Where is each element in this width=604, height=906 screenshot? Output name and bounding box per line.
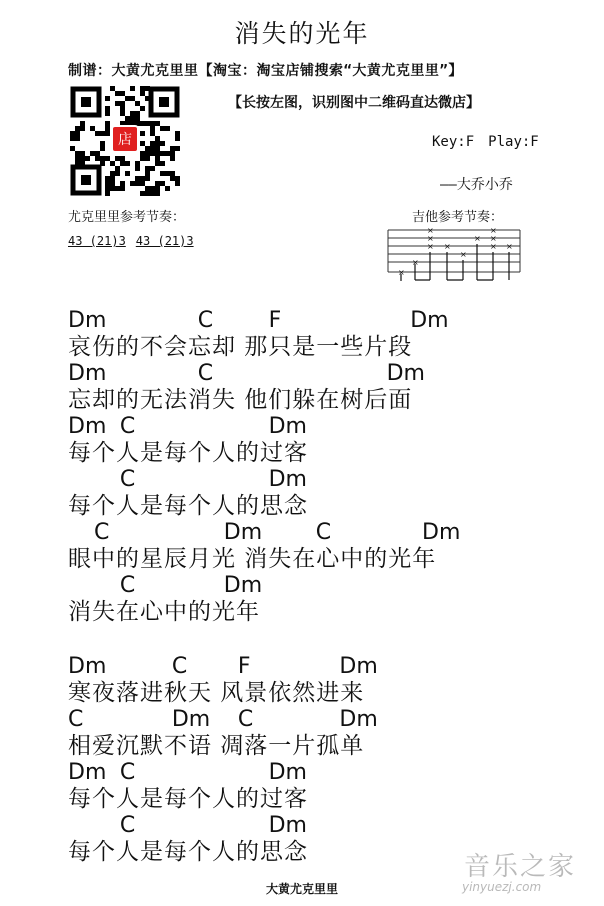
chord-row: [68, 813, 588, 839]
chord: C: [237, 707, 254, 732]
guitar-rhythm-label: 吉他参考节奏：: [412, 210, 504, 225]
chord: Dm: [68, 654, 107, 679]
lyric-line: 消失在心中的光年: [68, 599, 260, 625]
chord: Dm: [68, 308, 107, 333]
svg-text:×: ×: [427, 242, 434, 251]
store-badge: 店: [118, 132, 132, 148]
chord: Dm: [268, 467, 307, 492]
svg-text:×: ×: [506, 242, 513, 251]
svg-text:×: ×: [490, 228, 497, 235]
chord: F: [237, 654, 251, 679]
svg-text:×: ×: [460, 250, 467, 259]
svg-text:×: ×: [490, 242, 497, 251]
chord-row: [68, 760, 588, 786]
chord: Dm: [339, 707, 378, 732]
svg-text:×: ×: [412, 258, 419, 267]
watermark-title: 音乐之家: [464, 852, 577, 882]
song-body: [68, 308, 588, 866]
chord: Dm: [68, 414, 107, 439]
play-label: Play:F: [488, 134, 539, 150]
chord-row: [68, 654, 588, 680]
lyric-line: 哀伤的不会忘却 那只是一些片段: [68, 334, 413, 360]
uke-rhythm-pattern: [68, 234, 204, 248]
guitar-rhythm-tab: [386, 228, 522, 282]
key-label: Key:F: [432, 134, 475, 150]
chord: C: [171, 654, 188, 679]
chord: C: [119, 573, 136, 598]
qr-code[interactable]: [70, 86, 180, 196]
footer-brand: 大黄尤克里里: [265, 882, 338, 896]
chord: F: [268, 308, 282, 333]
watermark: [462, 846, 602, 904]
chord: C: [119, 414, 136, 439]
lyric-line: 每个人是每个人的过客: [68, 786, 308, 812]
lyric-line: 相爱沉默不语 凋落一片孤单: [68, 733, 365, 759]
chord: C: [68, 707, 84, 732]
rhythm-group: 43 (21)3: [135, 234, 194, 248]
arranger-credit: 制谱：大黄尤克里里【淘宝：淘宝店铺搜索“大黄尤克里里”】: [68, 63, 463, 79]
chord: Dm: [223, 573, 263, 598]
chord-row: [68, 361, 588, 387]
chord: C: [93, 520, 110, 545]
svg-text:×: ×: [490, 234, 497, 243]
lyric-line: 忘却的无法消失 他们躲在树后面: [68, 387, 413, 413]
chord: C: [119, 813, 136, 838]
lyric-line: 寒夜落进秋天 风景依然进来: [68, 680, 365, 706]
rhythm-group: 43 (21)3: [68, 234, 126, 248]
lyric-line: 每个人是每个人的过客: [68, 440, 308, 466]
svg-text:×: ×: [474, 234, 481, 243]
watermark-url: yinyuezj.com: [462, 880, 542, 894]
chord: Dm: [268, 813, 307, 838]
chord: Dm: [386, 361, 425, 386]
key-info: [432, 134, 553, 150]
svg-text:×: ×: [427, 234, 434, 243]
chord-row: [68, 467, 588, 493]
chord-row: [68, 573, 588, 599]
uke-rhythm-label: 尤克里里参考节奏：: [68, 210, 186, 225]
lyric-line: 眼中的星辰月光 消失在心中的光年: [68, 546, 437, 572]
chord-row: [68, 707, 588, 733]
chord: Dm: [410, 308, 449, 333]
artist: ——大乔小乔: [440, 177, 513, 193]
lyric-line: 每个人是每个人的思念: [68, 493, 308, 519]
chord: Dm: [422, 520, 461, 545]
chord-row: [68, 308, 588, 334]
chord: C: [197, 361, 214, 386]
svg-text:×: ×: [398, 268, 405, 277]
chord: Dm: [68, 760, 107, 785]
chord-row: [68, 414, 588, 440]
chord-row: [68, 520, 588, 546]
lyric-line: 每个人是每个人的思念: [68, 839, 308, 865]
chord: C: [119, 467, 136, 492]
chord: Dm: [268, 760, 307, 785]
chord: Dm: [223, 520, 263, 545]
chord: C: [197, 308, 214, 333]
svg-text:×: ×: [427, 228, 434, 235]
stanza-gap: [68, 626, 588, 654]
chord: Dm: [171, 707, 211, 732]
page-title: 消失的光年: [234, 19, 370, 48]
chord: Dm: [68, 361, 107, 386]
svg-text:×: ×: [444, 242, 451, 251]
chord: Dm: [268, 414, 307, 439]
chord: C: [315, 520, 332, 545]
chord: Dm: [339, 654, 378, 679]
chord: C: [119, 760, 136, 785]
qr-instruction: 【长按左图，识别图中二维码直达微店】: [228, 95, 480, 111]
